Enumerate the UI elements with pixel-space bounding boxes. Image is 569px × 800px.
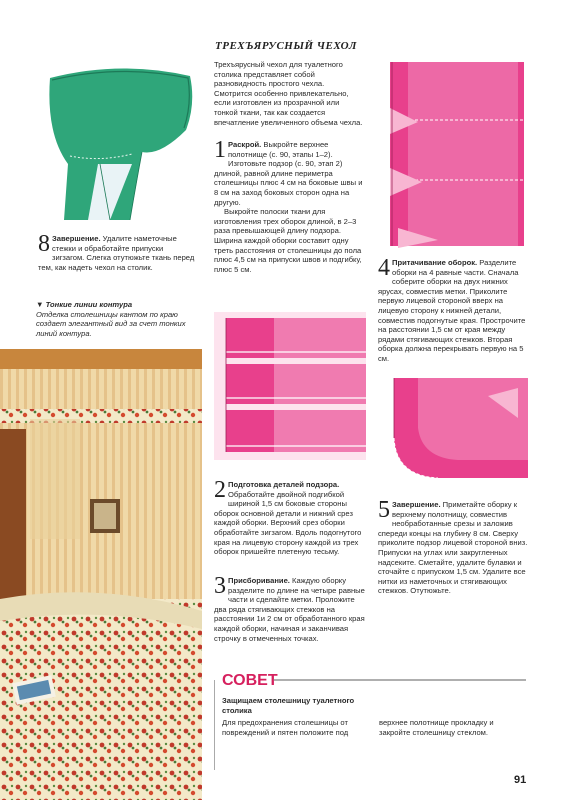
- step-4: [378, 255, 528, 364]
- step-5-text: Приметайте оборку к верхнему полотнищу, совместив необработанные срезы и заложив спереди концы на глубину 8 см. Сверху приколите подзор лицевой стороной вниз. Припуски на углах или закругленных надсеките. Сметайте, удалите булавки и сточайте с припуском 1,5 см. Удалите все нитки из наметочных и стягивающих стежков. Отутюжьте.: [378, 500, 528, 596]
- step-1-text: Выкройте верхнее полотнище (с. 90, этапы 1–2). Изготовьте подзор (с. 90, этап 2) длиной, равной длине периметра столешницы плюс 4 см на боковые швы и 8 см на заход боковых сторон одна на другую.: [214, 140, 363, 207]
- step-2: [214, 477, 366, 557]
- step-1-title: Раскрой.: [228, 140, 262, 149]
- ruffle-panels-illustration: [214, 312, 366, 460]
- step-4-text: Разделите оборки на 4 равные части. Сначала соберите оборки на двух нижних ярусах, совместив метки. Приколите первую лицевой стороной вверх на лицевую сторону к нижней детали, совместив подогнутые края. Прострочите на расстоянии 1,5 см от края между рядами стягивающих стежков. Вторая оборка должна перекрывать первую на 5 см.: [378, 258, 526, 363]
- green-cover-illustration: [40, 64, 200, 220]
- step-1-text-2: Выкройте полоски ткани для изготовления трех оборок длиной, в 2–3 раза превышающей длину подзора. Ширина каждой оборки составит одну треть расстояния от столешницы до пола плюс 4,5 см на припуски швов и подгибку, плюс 5 см.: [214, 207, 362, 274]
- tip-heading: Защищаем столешницу туалетного столика: [222, 696, 355, 715]
- tip-label: СОВЕТ: [222, 672, 278, 689]
- step-3-text: Каждую оборку разделите по длине на четыре равные части и сделайте метки. Проложите два ряда стягивающих стежков на расстоянии 1и 2 см от обработанного края каждой оборки, начиная и заканчивая строчку в отмеченных точках.: [214, 576, 365, 643]
- step-4-number: 4: [378, 255, 390, 281]
- step-8-text: Удалите наметочные стежки и обработайте припуски зигзагом. Слегка отутюжьте ткань перед тем, как надеть чехол на столик.: [38, 234, 195, 272]
- step-8: [38, 231, 196, 272]
- step-3-number: 3: [214, 573, 226, 599]
- step-5-number: 5: [378, 497, 390, 523]
- step-2-number: 2: [214, 477, 226, 503]
- attach-skirt-illustration: [378, 378, 528, 490]
- step-8-number: 8: [38, 231, 50, 257]
- caption-title: ▼ Тонкие линии контура: [36, 300, 133, 309]
- step-3: [214, 573, 366, 643]
- tip-text: Для предохранения столешницы от повреждений и пятен положите под верхнее полотнище прокладку и закройте столешницу стеклом.: [222, 718, 494, 737]
- intro-paragraph: Трехъярусный чехол для туалетного столика представляет собой разновидность простого чехла. Смотрится особенно привлекательно, если изготовлен из прозрачной или тонкой ткани, так как создается впечатление увеличенного объема чехла.: [214, 60, 363, 127]
- step-8-title: Завершение.: [52, 234, 101, 243]
- step-5: [378, 497, 528, 596]
- step-1-number: 1: [214, 137, 226, 163]
- tip-box: [214, 672, 526, 770]
- bedroom-photo: [0, 349, 202, 800]
- step-2-title: Подготовка деталей подзора.: [228, 480, 340, 489]
- page-number: 91: [514, 774, 527, 786]
- caption: [36, 300, 196, 338]
- gathered-ruffles-illustration: [378, 60, 528, 250]
- step-4-title: Притачивание оборок.: [392, 258, 478, 267]
- step-2-text: Обработайте двойной подгибкой шириной 1,5 см боковые стороны оборок основной детали и нижний срез каждой оборки. Верхний срез оборки обработайте зигзагом. Вдоль подогнутого края на лицевую сторону каждой из трех оборок пришейте плетеную тесьму.: [214, 489, 362, 557]
- step-1: [214, 137, 364, 274]
- caption-text: Отделка столешницы кантом по краю создает элегантный вид за счет тонких линий контура.: [36, 309, 186, 338]
- step-5-title: Завершение.: [392, 500, 441, 509]
- step-3-title: Присборивание.: [228, 576, 290, 585]
- page-title: ТРЕХЪЯРУСНЫЙ ЧЕХОЛ: [215, 40, 357, 52]
